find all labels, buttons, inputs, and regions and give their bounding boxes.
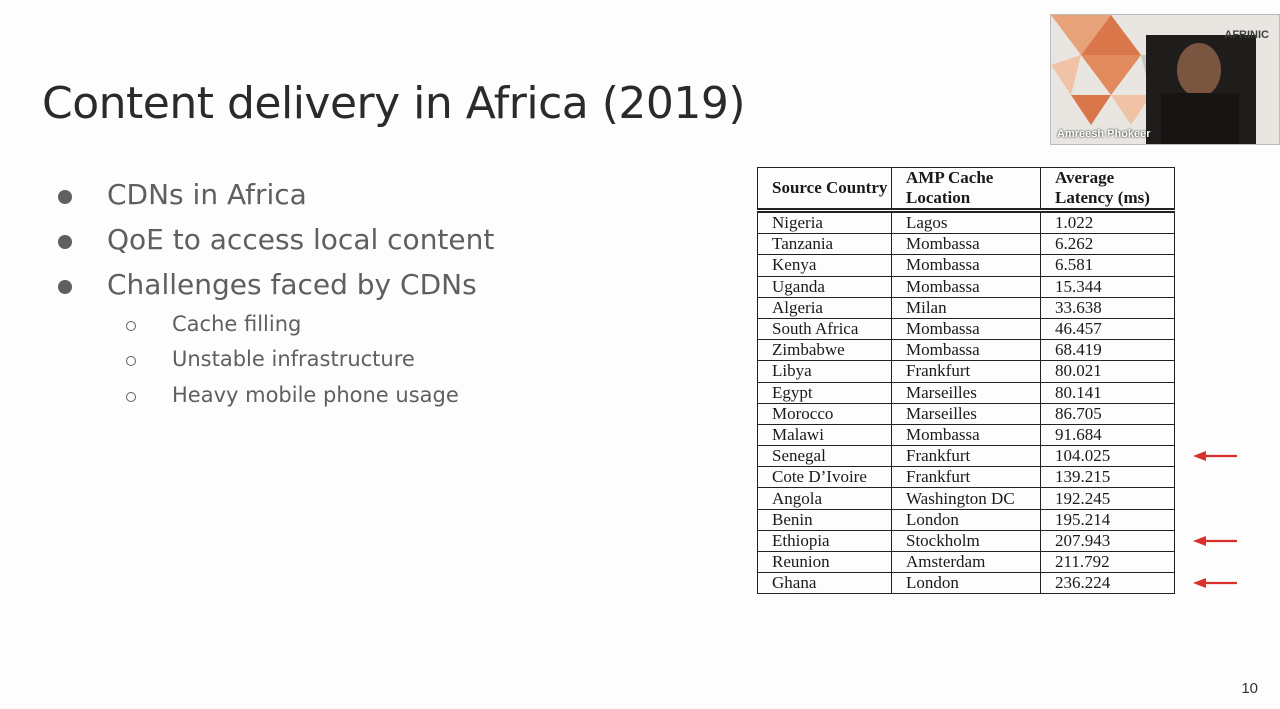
table-cell: Morocco (758, 403, 892, 424)
table-row (758, 573, 1175, 594)
table-cell: Mombassa (892, 255, 1041, 276)
column-header: Average Latency (ms) (1041, 168, 1175, 211)
table-cell: Washington DC (892, 488, 1041, 509)
table-cell: Cote D’Ivoire (758, 467, 892, 488)
column-header: Source Country (758, 168, 892, 211)
table-row (758, 467, 1175, 488)
table-cell: Amsterdam (892, 552, 1041, 573)
table-row (758, 211, 1175, 234)
sub-bullet-text: Cache filling (172, 312, 302, 336)
table-header-row (758, 168, 1175, 211)
table-cell: 192.245 (1041, 488, 1175, 509)
table-row (758, 297, 1175, 318)
table-cell: Nigeria (758, 211, 892, 234)
bullet-dot-icon (58, 280, 72, 294)
table-cell: Frankfurt (892, 467, 1041, 488)
table-cell: Kenya (758, 255, 892, 276)
table-cell: 207.943 (1041, 530, 1175, 551)
table-cell: Marseilles (892, 403, 1041, 424)
table-cell: 68.419 (1041, 340, 1175, 361)
red-arrow-icon (1193, 536, 1237, 546)
table-cell: 139.215 (1041, 467, 1175, 488)
table-cell: 46.457 (1041, 318, 1175, 339)
table-cell: South Africa (758, 318, 892, 339)
table-row (758, 361, 1175, 382)
table-row (758, 509, 1175, 530)
table-cell: Mombassa (892, 318, 1041, 339)
bullet-text: QoE to access local content (107, 223, 495, 256)
table-cell: 80.021 (1041, 361, 1175, 382)
table-cell: Uganda (758, 276, 892, 297)
table-cell: London (892, 509, 1041, 530)
bullet-dot-icon (58, 190, 72, 204)
bullet-text: CDNs in Africa (107, 178, 307, 211)
participant-name: Amreesh Phokeer (1057, 128, 1151, 140)
table-cell: Malawi (758, 424, 892, 445)
table-cell: Milan (892, 297, 1041, 318)
table-row (758, 255, 1175, 276)
table-row (758, 318, 1175, 339)
table-cell: 15.344 (1041, 276, 1175, 297)
table-cell: 236.224 (1041, 573, 1175, 594)
table-cell: Senegal (758, 446, 892, 467)
table-cell: Lagos (892, 211, 1041, 234)
table-row (758, 424, 1175, 445)
sub-bullet-text: Heavy mobile phone usage (172, 383, 459, 407)
table-row (758, 276, 1175, 297)
table-cell: Algeria (758, 297, 892, 318)
table-row (758, 340, 1175, 361)
table-cell: Zimbabwe (758, 340, 892, 361)
slide-title: Content delivery in Africa (2019) (42, 78, 746, 129)
table-cell: 80.141 (1041, 382, 1175, 403)
table-cell: Frankfurt (892, 361, 1041, 382)
video-thumbnail[interactable] (1050, 14, 1280, 145)
table-cell: 211.792 (1041, 552, 1175, 573)
table-cell: London (892, 573, 1041, 594)
column-header: AMP Cache Location (892, 168, 1041, 211)
table-row (758, 446, 1175, 467)
table-cell: Libya (758, 361, 892, 382)
table-cell: Mombassa (892, 424, 1041, 445)
table-row (758, 530, 1175, 551)
sub-bullet-text: Unstable infrastructure (172, 347, 415, 371)
hollow-bullet-icon (126, 321, 136, 331)
table-row (758, 382, 1175, 403)
table-row (758, 234, 1175, 255)
table-cell: Tanzania (758, 234, 892, 255)
table-cell: 104.025 (1041, 446, 1175, 467)
table-cell: Frankfurt (892, 446, 1041, 467)
hollow-bullet-icon (126, 356, 136, 366)
table-cell: Stockholm (892, 530, 1041, 551)
table-cell: Reunion (758, 552, 892, 573)
bullet-dot-icon (58, 235, 72, 249)
bullet-text: Challenges faced by CDNs (107, 268, 477, 301)
afrinic-logo: AFRINIC (1224, 29, 1269, 41)
table-cell: Mombassa (892, 276, 1041, 297)
page-number: 10 (1241, 680, 1258, 697)
table-cell: Ethiopia (758, 530, 892, 551)
table-cell: 195.214 (1041, 509, 1175, 530)
table-cell: 91.684 (1041, 424, 1175, 445)
table-cell: 6.262 (1041, 234, 1175, 255)
latency-table (757, 167, 1175, 594)
hollow-bullet-icon (126, 392, 136, 402)
table-cell: Ghana (758, 573, 892, 594)
red-arrow-icon (1193, 451, 1237, 461)
table-cell: 86.705 (1041, 403, 1175, 424)
table-cell: Angola (758, 488, 892, 509)
table-cell: Egypt (758, 382, 892, 403)
table-row (758, 488, 1175, 509)
table-cell: Benin (758, 509, 892, 530)
table-cell: Marseilles (892, 382, 1041, 403)
table-cell: 33.638 (1041, 297, 1175, 318)
table-cell: Mombassa (892, 340, 1041, 361)
table-row (758, 552, 1175, 573)
table-cell: Mombassa (892, 234, 1041, 255)
red-arrow-icon (1193, 578, 1237, 588)
table-cell: 1.022 (1041, 211, 1175, 234)
table-cell: 6.581 (1041, 255, 1175, 276)
table-row (758, 403, 1175, 424)
